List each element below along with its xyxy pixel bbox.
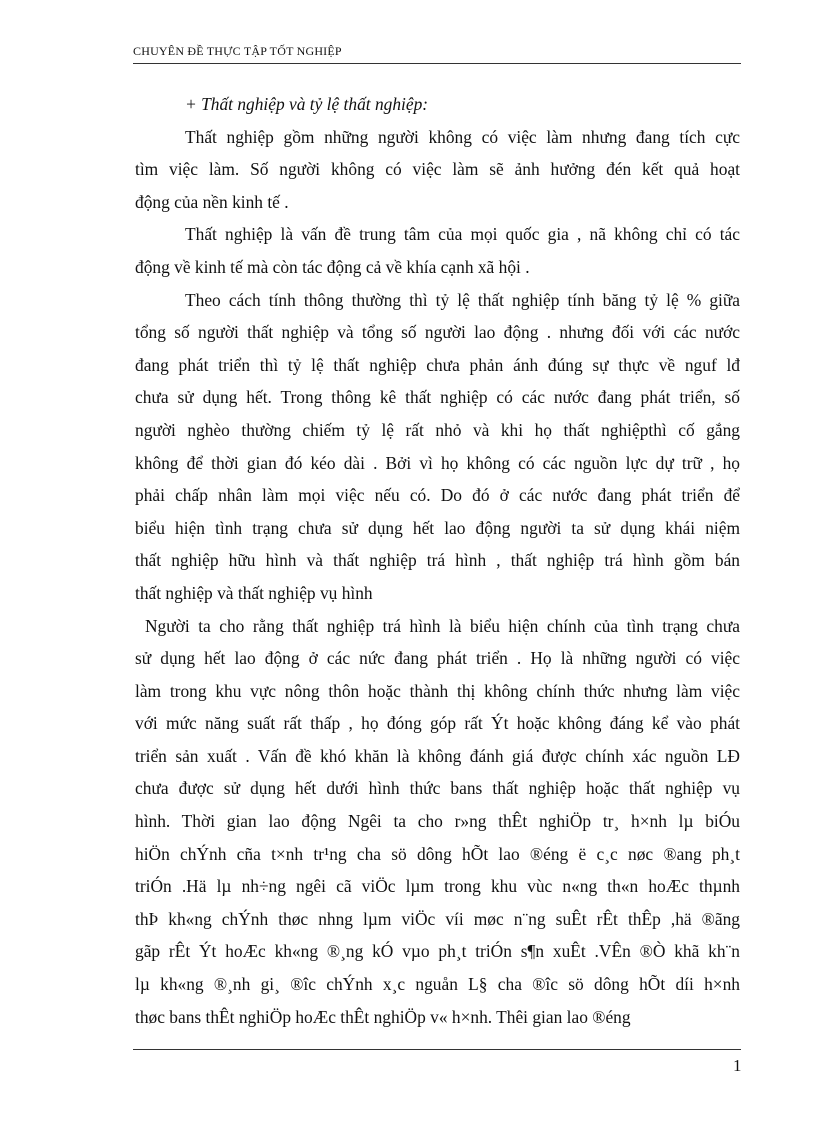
- text-line: tìm việc làm. Số người không có việc làm sẽ ảnh hưởng đén kết quả hoạt: [135, 159, 740, 180]
- text-line: động về kinh tế mà còn tác động cả về khía cạnh xã hội .: [135, 256, 530, 277]
- text-line: thÞ kh«ng chÝnh thøc nhng lµm viÖc víi møc n¨ng suÊt rÊt thÊp ,hä ®ãng: [135, 908, 740, 929]
- text-line: đang phát triển thì tỷ lệ thất nghiệp chưa phản ánh đúng sự thực về nguf lđ: [135, 354, 740, 375]
- text-line: làm trong khu vực nông thôn hoặc thành thị không chính thức nhưng làm việc: [135, 680, 740, 701]
- text-line: Thất nghiệp gồm những người không có việc làm nhưng đang tích cực: [185, 126, 740, 147]
- text-line: Theo cách tính thông thường thì tỷ lệ thất nghiệp tính băng tỷ lệ % giữa: [185, 289, 740, 310]
- text-line: với mức năng suất rất thấp , họ đóng góp rất Ýt hoặc không đáng kể vào phát: [135, 713, 740, 734]
- text-line: chưa được sử dụng hết dưới hình thức bans thất nghiệp hoặc thất nghiệp vụ: [135, 778, 740, 799]
- text-line: biểu hiện tình trạng chưa sử dụng hết lao động người ta sử dụng khái niệm: [135, 517, 740, 538]
- text-line: thøc bans thÊt nghiÖp hoÆc thÊt nghiÖp v« h×nh. Thêi gian lao ®éng: [135, 1006, 631, 1027]
- document-header: CHUYÊN ĐỀ THỰC TẬP TỐT NGHIỆP: [133, 44, 342, 58]
- text-line: thất nghiệp và thất nghiệp vụ hình: [135, 582, 373, 603]
- text-line: động của nền kinh tế .: [135, 191, 289, 212]
- text-line: thất nghiệp hữu hình và thất nghiệp trá hình , thất nghiệp trá hình gồm bán: [135, 550, 740, 571]
- text-line: hiÖn chÝnh cña t×nh tr¹ng cha sö dông hÕt lao ®éng ë c¸c nøc ®ang ph¸t: [135, 843, 740, 864]
- page-number: 1: [733, 1056, 742, 1075]
- text-line: gãp rÊt Ýt hoÆc kh«ng ®¸ng kÓ vµo ph¸t triÓn s¶n xuÊt .VÊn ®Ò khã kh¨n: [135, 941, 740, 962]
- text-line: Thất nghiệp là vấn đề trung tâm của mọi quốc gia , nã không chỉ có tác: [185, 224, 740, 245]
- document-body: [135, 88, 740, 1033]
- text-line: triển sản xuất . Vấn đề khó khăn là không đánh giá được chính xác nguồn LĐ: [135, 745, 740, 766]
- text-line: + Thất nghiệp và tỷ lệ thất nghiệp:: [185, 94, 429, 114]
- text-line: Người ta cho rằng thất nghiệp trá hình là biểu hiện chính của tình trạng chưa: [145, 615, 740, 636]
- text-line: chưa sử dụng hết. Trong thông kê thất nghiệp có các nước đang phát triển, số: [135, 387, 740, 408]
- header-divider: [133, 63, 741, 64]
- text-line: hình. Thời gian lao động Ngêi ta cho r»ng thÊt nghiÖp tr¸ h×nh lµ biÓu: [135, 811, 740, 832]
- text-line: phải chấp nhân làm mọi việc nếu có. Do đó ở các nước đang phát triển để: [135, 485, 740, 506]
- text-line: người nghèo thường chiếm tỷ lệ rất nhỏ và khi họ thất nghiệpthì cố gắng: [135, 419, 740, 440]
- text-line: tổng số người thất nghiệp và tổng số người lao động . nhưng đối với các nước: [135, 322, 740, 343]
- text-line: không để thời gian đó kéo dài . Bởi vì họ không có các nguồn lực dự trữ , họ: [135, 452, 740, 473]
- text-line: triÓn .Hä lµ nh÷ng ngêi cã viÖc lµm trong khu vùc n«ng th«n hoÆc thµnh: [135, 876, 740, 897]
- text-line: sử dụng hết lao động ở các nức đang phát triển . Họ là những người có việc: [135, 648, 740, 669]
- text-line: lµ kh«ng ®¸nh gi¸ ®îc chÝnh x¸c nguån L§ cha ®îc sö dông hÕt díi h×nh: [135, 974, 740, 995]
- footer-divider: [133, 1049, 741, 1050]
